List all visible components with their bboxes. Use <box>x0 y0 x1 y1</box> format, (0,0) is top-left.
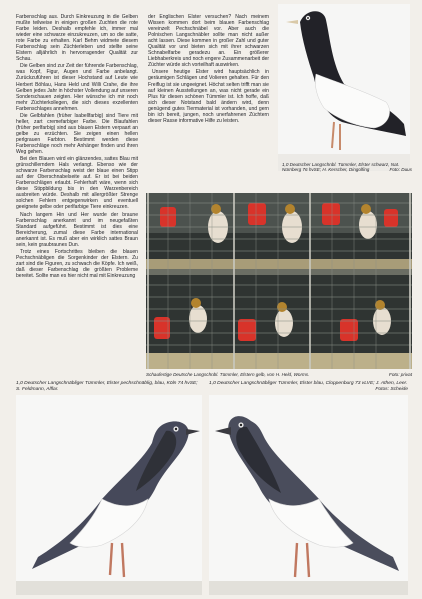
caption-bottom-right <box>209 381 408 393</box>
paragraph: Farbenschlag aus. Durch Einkreuzung in die Gelben mußte teilweise in einigen großen Zuchten die rote Farbe leiden. Deshalb empfehle ich, immer mal wieder eine schwarze einzukreuzen, um so die satte, rote Farbe zu erhalten. Karl Behm widmete diesem Farbenschlag sein Züchterleben und stellte seine Elstern alljährlich in hervorragender Qualität zur Schau. <box>16 14 138 63</box>
paragraph: Unsere heutige Elster wird hauptsächlich in geräumigen Schlägen und Volieren gehalten. Für den Freiflug ist sie ungeeignet. Höchst selten trifft man sie auf kleinen Ausstellungen an, was nicht gerade ein Plus für diesen schönen Tümmler ist. Ich hoffe, daß sich dieser Notstand bald ändern wird, denn genügend gutes Tiermaterial ist vorhanden, und gern bin ich bereit, jungen, noch unerfahrenen Züchtern dieser Rasse informative Hilfe zu leisten. <box>148 69 269 124</box>
aviary-illustration <box>146 193 412 369</box>
pigeon-illustration <box>209 395 408 595</box>
photo-credit: Foto: Duus <box>389 167 412 173</box>
caption-text: 1,0 Deutscher Langschnbl. Tümmler, Elster schwarz, Nat. Nürnberg 76 hvSE; H. Kerscher, Dingolfing <box>282 162 400 173</box>
article-column-1 <box>16 14 138 341</box>
article-column-2 <box>148 14 269 184</box>
paragraph: Die Gelben sind zur Zeit der führende Farbenschlag, was Kopf, Figur, Augen und Farbe anbelangt. Zurückzuführen ist dieser Hochstand auf Leute wie Herbert Böhlau, Hans Held und Willi Crahe, die ihre Gelben jedes Jahr in höchster Vollendung auf unseren Sonderschauen zeigten. Hier wünsche ich mir noch mehr Züchterkollegen, die sich dieses exzellenten Farbenschlages annehmen. <box>16 63 138 112</box>
pigeon-illustration <box>278 4 410 171</box>
photo-credit: Foto: privat <box>389 372 412 377</box>
caption-text: 1,0 Deutscher Langschnäbliger Tümmler, Elster pechschnäblig, blau, Köln 74 hvSE; S. Feldmann, Alflar. <box>16 381 198 392</box>
photo-credit: Fotos: Scheide <box>375 386 408 392</box>
paragraph: Bei den Blauen wird ein glänzendes, sattes Blau mit grünschillerndem Hals verlangt. Ebenso wie der schwarze Farbenschlag weist der blaue einen Stipp auf der Oberschnabelseite auf. Er ist bei beiden Farbenschlägen erlaubt. Fehlerhaft wäre, wenn sich diese Stippbildung bis in den Warzenbereich ausbreiten würde. Deshalb mit allergrößter Strenge solchen Fehlern entgegenwirken und eventuell geeignete gelbe oder perlfarbige Tiere einkreuzen. <box>16 156 138 211</box>
paragraph: der Englischen Elster versuchen? Nach meinem Wissen kommen dort beim blauen Farbenschlag vereinzelt Pechschnäbel vor. Aber auch die Polnischen Langschnäbler sollte man nicht außer acht lassen. Diese kommen in großer Zahl und guter Qualität vor und bieten sich mit ihrer schwarzen Schnabelfarbe geradezu an. Ein größerer Liebhaberkreis und noch engere Zusammenarbeit der Züchter würde sich vorteilhaft auswirken. <box>148 14 269 69</box>
photo-black-pigeon <box>278 4 410 171</box>
pigeon-illustration <box>16 395 202 595</box>
paragraph: Die Gelbfahlen (früher Isabellfarbig) sind Tiere mit heller, zart cremefarbiger Farbe. Die Blaufahlen (früher perlfarbig) sind aus blauen Elstern verpaart an gelbe zu erzüchten. Sie zeigen einen hellen perlgrauen Farbton. Bestimmt werden diese Farbenschläge noch mehr Anhänger finden und ihren Weg gehen. <box>16 112 138 156</box>
photo-aviary <box>146 193 412 369</box>
caption-aviary <box>146 372 412 378</box>
photo-blue-pigeon-right <box>209 395 408 595</box>
caption-text: 1,0 Deutscher Langschnäbliger Tümmler, Elster blau, Cloppenburg 73 vLVE; J. Athen, Leer. <box>209 381 408 386</box>
caption-top-photo <box>282 162 412 173</box>
paragraph: Trotz eines Fortschrittes bleiben die blauen Pechschnäbligen die Sorgenkinder der Elstern. Zu zart sind die Figuren, zu schwach die Köpfe. Ich weiß, daß dieser Farbenschlag die größten Probleme bereitet. Sollte man es hier nicht mal mit Einkreuzung <box>16 248 138 279</box>
paragraph: Nach langem Hin und Her wurde der braune Farbenschlag anerkannt und im neugefaßten Standard aufgeführt. Bestimmt ist dies eine Bereicherung, zumal diese Farbe international anerkannt ist. Es muß aber ein wirklich sattes Braun sein, kein graubraunes Dun. <box>16 211 138 248</box>
photo-blue-pigeon-left <box>16 395 202 595</box>
caption-text: Schaufertige Deutsche Langschnbl. Tümmler, Elstern gelb, von H. Held, Worms. <box>146 372 310 377</box>
caption-bottom-left <box>16 381 202 393</box>
